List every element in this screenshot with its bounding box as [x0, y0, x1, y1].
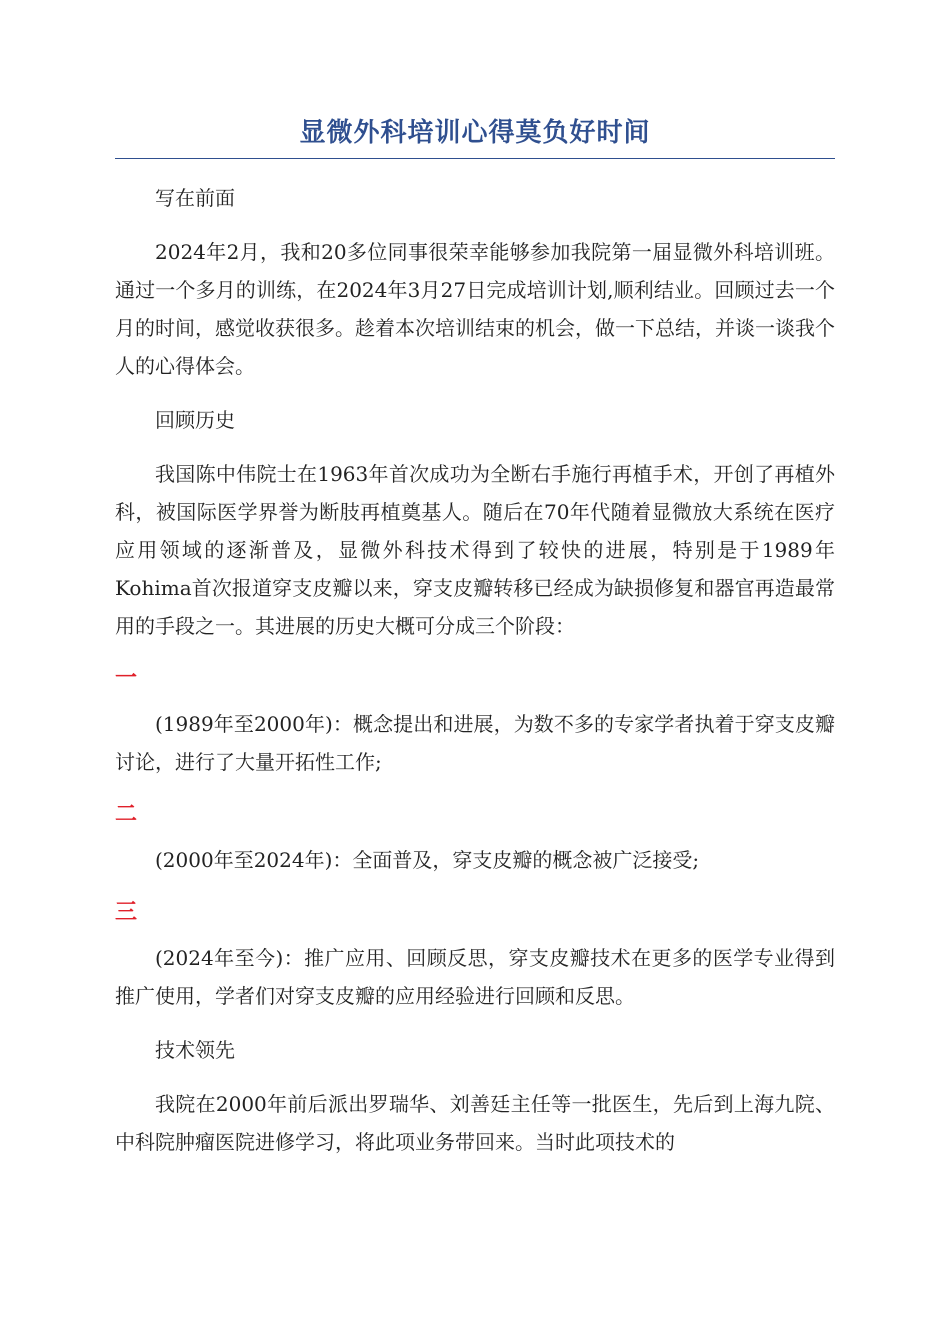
spacer [115, 439, 835, 455]
paragraph-stage-one: (1989年至2000年)：概念提出和进展，为数不多的专家学者执着于穿支皮瓣讨论，进行了大量开拓性工作; [115, 712, 835, 774]
paragraph-stage-two: (2000年至2024年)：全面普及，穿支皮瓣的概念被广泛接受; [155, 848, 700, 872]
document-page [115, 108, 835, 1161]
stage-marker-three: 三 [115, 900, 138, 925]
title-underline [115, 158, 835, 159]
paragraph-stage-three: (2024年至今)：推广应用、回顾反思，穿支皮瓣技术在更多的医学专业得到推广使用，学者们对穿支皮瓣的应用经验进行回顾和反思。 [115, 946, 835, 1008]
section-heading-preface: 写在前面 [155, 186, 235, 210]
spacer [115, 1015, 835, 1031]
stage-marker-one: 一 [115, 666, 138, 691]
paragraph-history: 我国陈中伟院士在1963年首次成功为全断右手施行再植手术，开创了再植外科，被国际医学界誉为断肢再植奠基人。随后在70年代随着显微放大系统在医疗应用领域的逐渐普及，显微外科技术得到了较快的进展，特别是于1989年Kohima首次报道穿支皮瓣以来，穿支皮瓣转移已经成为缺损修复和器官再造最常用的手段之一。其进展的历史大概可分成三个阶段： [115, 462, 835, 638]
paragraph-technology: 我院在2000年前后派出罗瑞华、刘善廷主任等一批医生，先后到上海九院、中科院肿瘤医院进修学习，将此项业务带回来。当时此项技术的 [115, 1092, 835, 1154]
section-heading-history: 回顾历史 [155, 408, 235, 432]
spacer [115, 217, 835, 233]
spacer [115, 385, 835, 401]
spacer [115, 1069, 835, 1085]
paragraph-preface: 2024年2月，我和20多位同事很荣幸能够参加我院第一届显微外科培训班。通过一个多月的训练，在2024年3月27日完成培训计划,顺利结业。回顾过去一个月的时间，感觉收获很多。趁着本次培训结束的机会，做一下总结，并谈一谈我个人的心得体会。 [115, 240, 835, 378]
section-heading-technology: 技术领先 [155, 1038, 235, 1062]
stage-marker-two: 二 [115, 802, 138, 827]
page-title: 显微外科培训心得莫负好时间 [299, 118, 651, 148]
